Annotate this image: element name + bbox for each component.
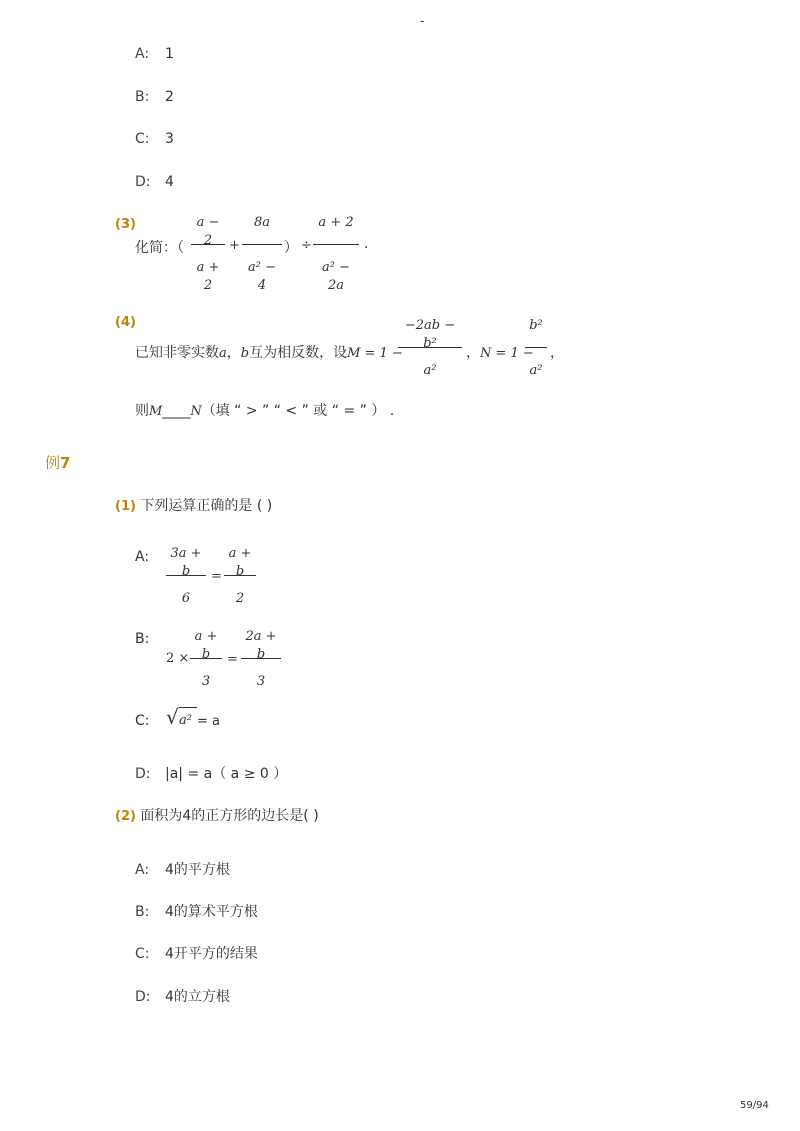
option-value: 4的平方根	[165, 862, 230, 878]
option-label: C:	[135, 713, 150, 729]
coefficient: 2 ×	[166, 651, 190, 666]
header-mark: -	[420, 14, 425, 28]
numerator: 2a + b	[245, 629, 277, 662]
prev-option-b[interactable]	[135, 89, 174, 105]
numerator: a + b	[194, 629, 218, 662]
option-label: B:	[135, 631, 150, 647]
answer-blank[interactable]: ____	[162, 403, 191, 419]
var-m: M	[149, 404, 163, 419]
e7q1-option-b[interactable]	[135, 631, 149, 647]
prev-option-d[interactable]	[135, 174, 174, 190]
option-label: C:	[135, 946, 150, 962]
question-number-4: (4)	[115, 315, 136, 330]
q3-plus: +	[229, 238, 240, 253]
option-value: 4	[165, 174, 174, 190]
option-b-right-fraction	[241, 628, 281, 691]
q3-fraction-2	[242, 214, 282, 293]
numerator: a − 2	[196, 215, 220, 248]
option-value: 3	[165, 131, 174, 147]
e7q1-option-d[interactable]	[135, 763, 287, 783]
q3-close-paren: ）	[284, 240, 298, 256]
question-text: 下列运算正确的是 ( )	[140, 498, 273, 514]
e7-question-2	[115, 805, 319, 825]
option-label: A:	[135, 549, 150, 565]
denominator: a²	[529, 363, 543, 378]
option-value: 4开平方的结果	[165, 946, 258, 962]
example-number: 7	[60, 454, 71, 472]
fraction-bar	[313, 244, 359, 245]
option-label: B:	[135, 89, 150, 105]
question-number-3: (3)	[115, 217, 136, 232]
comma: ，	[226, 345, 241, 361]
suffix: （填 “ > ” “ < ” 或 “ = ” ） .	[201, 403, 395, 419]
denominator: a + 2	[196, 260, 220, 293]
denominator: 3	[256, 674, 266, 689]
fraction-bar	[242, 244, 282, 245]
denominator: 6	[181, 591, 191, 606]
option-label: B:	[135, 904, 150, 920]
page-number: 59/94	[740, 1100, 769, 1111]
question-number: (2)	[115, 809, 136, 824]
option-label: A:	[135, 46, 150, 62]
option-label: A:	[135, 862, 150, 878]
var-a: a	[219, 346, 227, 361]
numerator: a + 2	[318, 215, 354, 230]
q4-fill-blank	[135, 400, 394, 420]
denominator: a²	[423, 363, 437, 378]
e7q2-option-d[interactable]	[135, 986, 230, 1006]
q3-divide: ÷	[301, 238, 312, 253]
q4-fraction-m	[398, 317, 462, 380]
numerator: 3a + b	[170, 546, 202, 579]
q4-statement	[135, 342, 403, 362]
numerator: −2ab − b²	[404, 318, 456, 351]
e7-question-1	[115, 495, 272, 515]
numerator: 8a	[253, 215, 271, 230]
q4-text-1: 已知非零实数	[135, 345, 219, 361]
q4-text-2: 互为相反数，设	[249, 345, 348, 361]
option-label: D:	[135, 766, 151, 782]
prev-option-a[interactable]	[135, 46, 174, 62]
option-a-right-fraction	[224, 545, 256, 608]
e7q2-option-a[interactable]	[135, 859, 230, 879]
q4-fraction-n	[525, 317, 547, 380]
option-value: 4的算术平方根	[165, 904, 258, 920]
denominator: 2	[235, 591, 245, 606]
denominator: a² − 4	[248, 260, 276, 293]
prev-option-c[interactable]	[135, 131, 174, 147]
numerator: a + b	[228, 546, 252, 579]
denominator: 3	[201, 674, 211, 689]
option-c-rest: = a	[197, 714, 220, 729]
option-label: C:	[135, 131, 150, 147]
option-b-left-fraction	[190, 628, 222, 691]
m-definition: M = 1 −	[347, 346, 403, 361]
separator: ，	[466, 345, 480, 361]
option-a-left-fraction	[166, 545, 206, 608]
radicand: a²	[179, 713, 192, 728]
option-value: 1	[165, 46, 174, 62]
option-value: 4的立方根	[165, 989, 230, 1005]
prefix: 则	[135, 403, 149, 419]
q3-period: .	[364, 236, 369, 252]
q3-fraction-3	[313, 214, 359, 293]
q3-prefix: 化简：（	[135, 240, 184, 256]
option-label: D:	[135, 989, 151, 1005]
e7q1-option-a[interactable]	[135, 549, 149, 565]
question-text: 面积为4的正方形的边长是( )	[140, 808, 319, 824]
var-n: N	[190, 404, 202, 419]
option-label: D:	[135, 174, 151, 190]
equals-sign: =	[211, 569, 222, 584]
var-b: b	[240, 346, 250, 361]
example-heading	[45, 452, 70, 473]
q4-end-comma: ，	[550, 345, 564, 361]
fraction-bar	[525, 347, 547, 348]
question-number: (1)	[115, 499, 136, 514]
example-prefix: 例	[45, 454, 61, 472]
option-value: |a| = a（ a ≥ 0 ）	[165, 766, 288, 782]
equals-sign: =	[227, 652, 238, 667]
n-equation: N = 1 −	[480, 346, 534, 361]
q4-n-definition	[466, 342, 534, 362]
e7q1-option-c[interactable]	[135, 713, 150, 729]
numerator: b²	[529, 318, 543, 333]
radical-sign: √	[166, 705, 179, 729]
vinculum	[179, 707, 197, 708]
e7q2-option-c[interactable]	[135, 943, 258, 963]
e7q2-option-b[interactable]	[135, 901, 258, 921]
denominator: a² − 2a	[322, 260, 350, 293]
option-value: 2	[165, 89, 174, 105]
q3-fraction-1	[191, 214, 225, 293]
